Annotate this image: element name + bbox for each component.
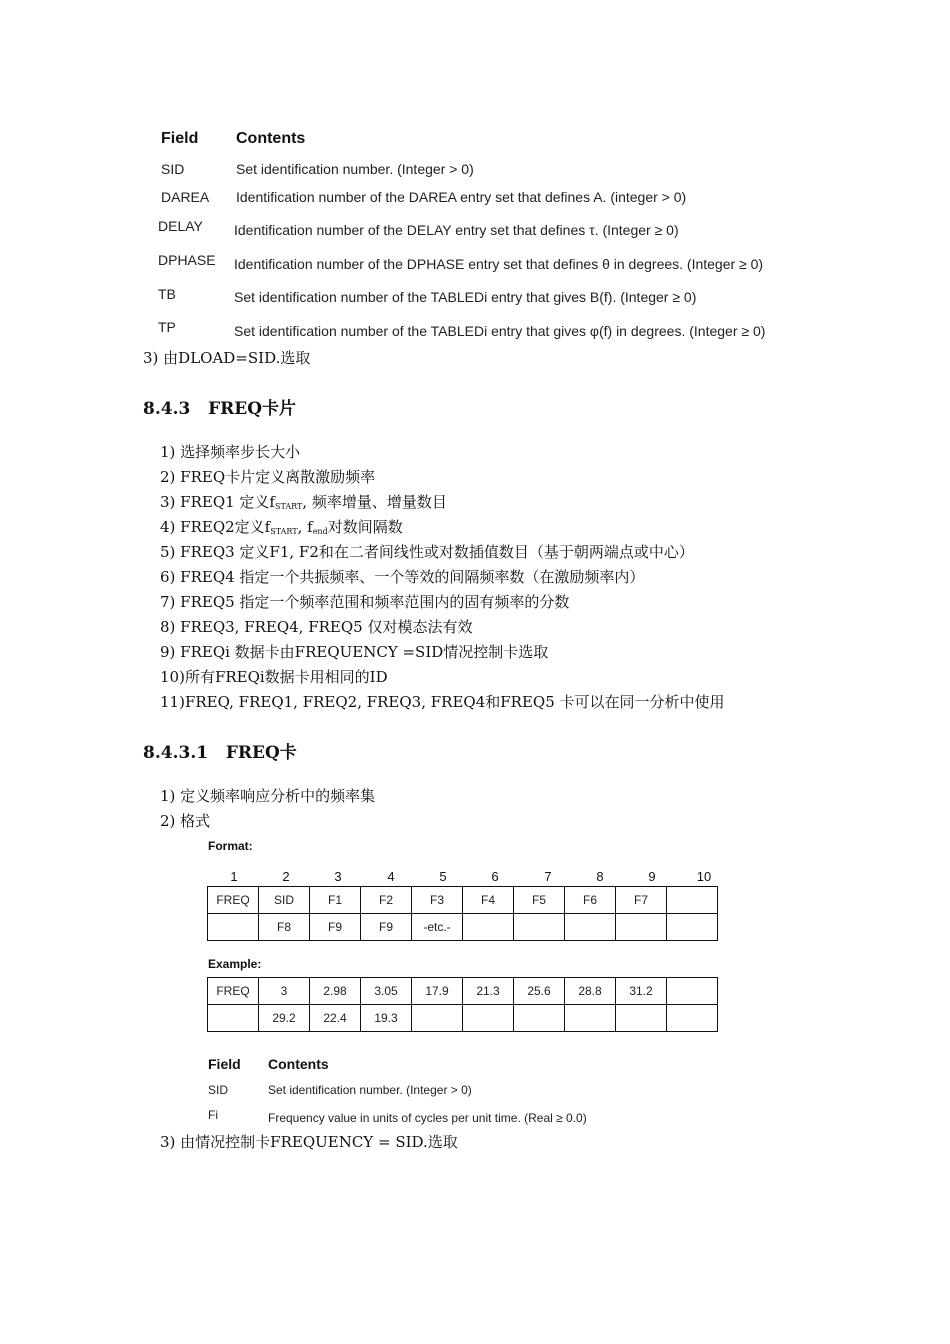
dload-note: 3) 由DLOAD=SID.选取	[143, 349, 311, 367]
field-name: DPHASE	[158, 252, 216, 268]
column-number: 1	[230, 869, 238, 884]
list-item: 5) FREQ3 定义F1, F2和在二者间线性或对数插值数目（基于朝两端点或中心）	[160, 543, 694, 561]
table-cell	[667, 914, 718, 941]
list-item: 1) 定义频率响应分析中的频率集	[160, 787, 376, 805]
list-item: 6) FREQ4 指定一个共振频率、一个等效的间隔频率数（在激励频率内）	[160, 568, 645, 586]
table-cell: 28.8	[565, 978, 616, 1005]
field-contents: Set identification number. (Integer > 0)	[268, 1083, 472, 1097]
table-cell: F9	[361, 914, 412, 941]
field-name: TB	[158, 286, 176, 302]
table-row	[208, 887, 718, 914]
list-item: 1) 选择频率步长大小	[160, 443, 301, 461]
table-row	[208, 978, 718, 1005]
table-cell	[208, 914, 259, 941]
table-cell: 2.98	[310, 978, 361, 1005]
list-item: 2) FREQ卡片定义离散激励频率	[160, 468, 376, 486]
table-cell	[463, 1005, 514, 1032]
table-cell: SID	[259, 887, 310, 914]
section-number: 8.4.3.1	[143, 743, 209, 763]
table-cell	[565, 1005, 616, 1032]
table-cell: 22.4	[310, 1005, 361, 1032]
column-number: 5	[439, 869, 447, 884]
column-number: 6	[491, 869, 499, 884]
table-cell: 19.3	[361, 1005, 412, 1032]
table-cell: 3	[259, 978, 310, 1005]
list-item: 7) FREQ5 指定一个频率范围和频率范围内的固有频率的分数	[160, 593, 570, 611]
field-name: DELAY	[158, 218, 203, 234]
field-contents: Identification number of the DPHASE entry set that defines θ in degrees. (Integer ≥ 0)	[234, 256, 764, 272]
field-contents: Set identification number of the TABLEDi entry that gives φ(f) in degrees. (Integer ≥ 0)	[234, 323, 766, 339]
contents-header: Contents	[236, 130, 306, 147]
table-cell	[208, 1005, 259, 1032]
list-item: 10)所有FREQi数据卡用相同的ID	[160, 668, 388, 686]
list-item: 8) FREQ3, FREQ4, FREQ5 仅对模态法有效	[160, 618, 473, 636]
table-cell	[667, 1005, 718, 1032]
table-cell: F7	[616, 887, 667, 914]
list-item: 3) FREQ1 定义$f_{START}$, 频率增量、增量数目	[160, 493, 447, 511]
field-name: SID	[161, 161, 185, 177]
field-contents: Set identification number. (Integer > 0)	[236, 161, 474, 177]
table-cell: FREQ	[208, 887, 259, 914]
table-cell	[667, 978, 718, 1005]
column-number: 4	[387, 869, 395, 884]
section-title: FREQ卡片	[208, 399, 297, 419]
example-table	[207, 977, 718, 1032]
column-number: 10	[696, 869, 712, 884]
table-cell: -etc.-	[412, 914, 463, 941]
table-cell: 3.05	[361, 978, 412, 1005]
field-contents: Identification number of the DAREA entry set that defines A. (integer > 0)	[236, 189, 687, 205]
section-number: 8.4.3	[143, 399, 191, 419]
table-cell: 25.6	[514, 978, 565, 1005]
table-cell	[514, 914, 565, 941]
contents-header: Contents	[268, 1056, 329, 1072]
table-cell: F6	[565, 887, 616, 914]
section-heading-843	[143, 394, 296, 419]
table-cell	[565, 914, 616, 941]
column-number: 2	[282, 869, 290, 884]
table-cell	[514, 1005, 565, 1032]
field-header: Field	[161, 130, 199, 147]
field-header: Field	[208, 1056, 241, 1072]
column-number: 7	[544, 869, 552, 884]
column-number: 8	[596, 869, 604, 884]
table-cell: F2	[361, 887, 412, 914]
example-label: Example:	[208, 957, 262, 971]
field-contents: Identification number of the DELAY entry set that defines τ. (Integer ≥ 0)	[234, 222, 679, 238]
list-item: 9) FREQi 数据卡由FREQUENCY =SID情况控制卡选取	[160, 643, 549, 661]
format-table	[207, 886, 718, 941]
list-item: 11)FREQ, FREQ1, FREQ2, FREQ3, FREQ4和FREQ5 卡可以在同一分析中使用	[160, 693, 725, 711]
table-cell	[412, 1005, 463, 1032]
field-name: DAREA	[161, 189, 210, 205]
field-name: Fi	[208, 1108, 218, 1122]
table-cell: F8	[259, 914, 310, 941]
table-cell	[463, 914, 514, 941]
table-cell: 29.2	[259, 1005, 310, 1032]
frequency-note: 3) 由情况控制卡FREQUENCY = SID.选取	[160, 1133, 458, 1151]
field-name: SID	[208, 1083, 229, 1097]
table-row	[208, 1005, 718, 1032]
section-title: FREQ卡	[225, 743, 297, 763]
table-cell: 31.2	[616, 978, 667, 1005]
table-cell: F4	[463, 887, 514, 914]
table-cell: F1	[310, 887, 361, 914]
list-item: 2) 格式	[160, 812, 211, 830]
table-cell	[616, 914, 667, 941]
list-item: 4) FREQ2定义$f_{START}$, $f_{end}$对数间隔数	[160, 518, 403, 536]
field-contents: Set identification number of the TABLEDi entry that gives B(f). (Integer ≥ 0)	[234, 289, 697, 305]
table-cell: FREQ	[208, 978, 259, 1005]
table-row	[208, 914, 718, 941]
section-heading-8431	[143, 738, 297, 763]
table-cell: 21.3	[463, 978, 514, 1005]
field-name: TP	[158, 319, 176, 335]
field-contents: Frequency value in units of cycles per unit time. (Real ≥ 0.0)	[268, 1111, 587, 1125]
column-number: 3	[334, 869, 342, 884]
table-cell: F9	[310, 914, 361, 941]
table-cell	[667, 887, 718, 914]
column-number: 9	[648, 869, 656, 884]
table-cell	[616, 1005, 667, 1032]
table-cell: F5	[514, 887, 565, 914]
table-cell: 17.9	[412, 978, 463, 1005]
table-cell: F3	[412, 887, 463, 914]
format-label: Format:	[208, 839, 253, 853]
